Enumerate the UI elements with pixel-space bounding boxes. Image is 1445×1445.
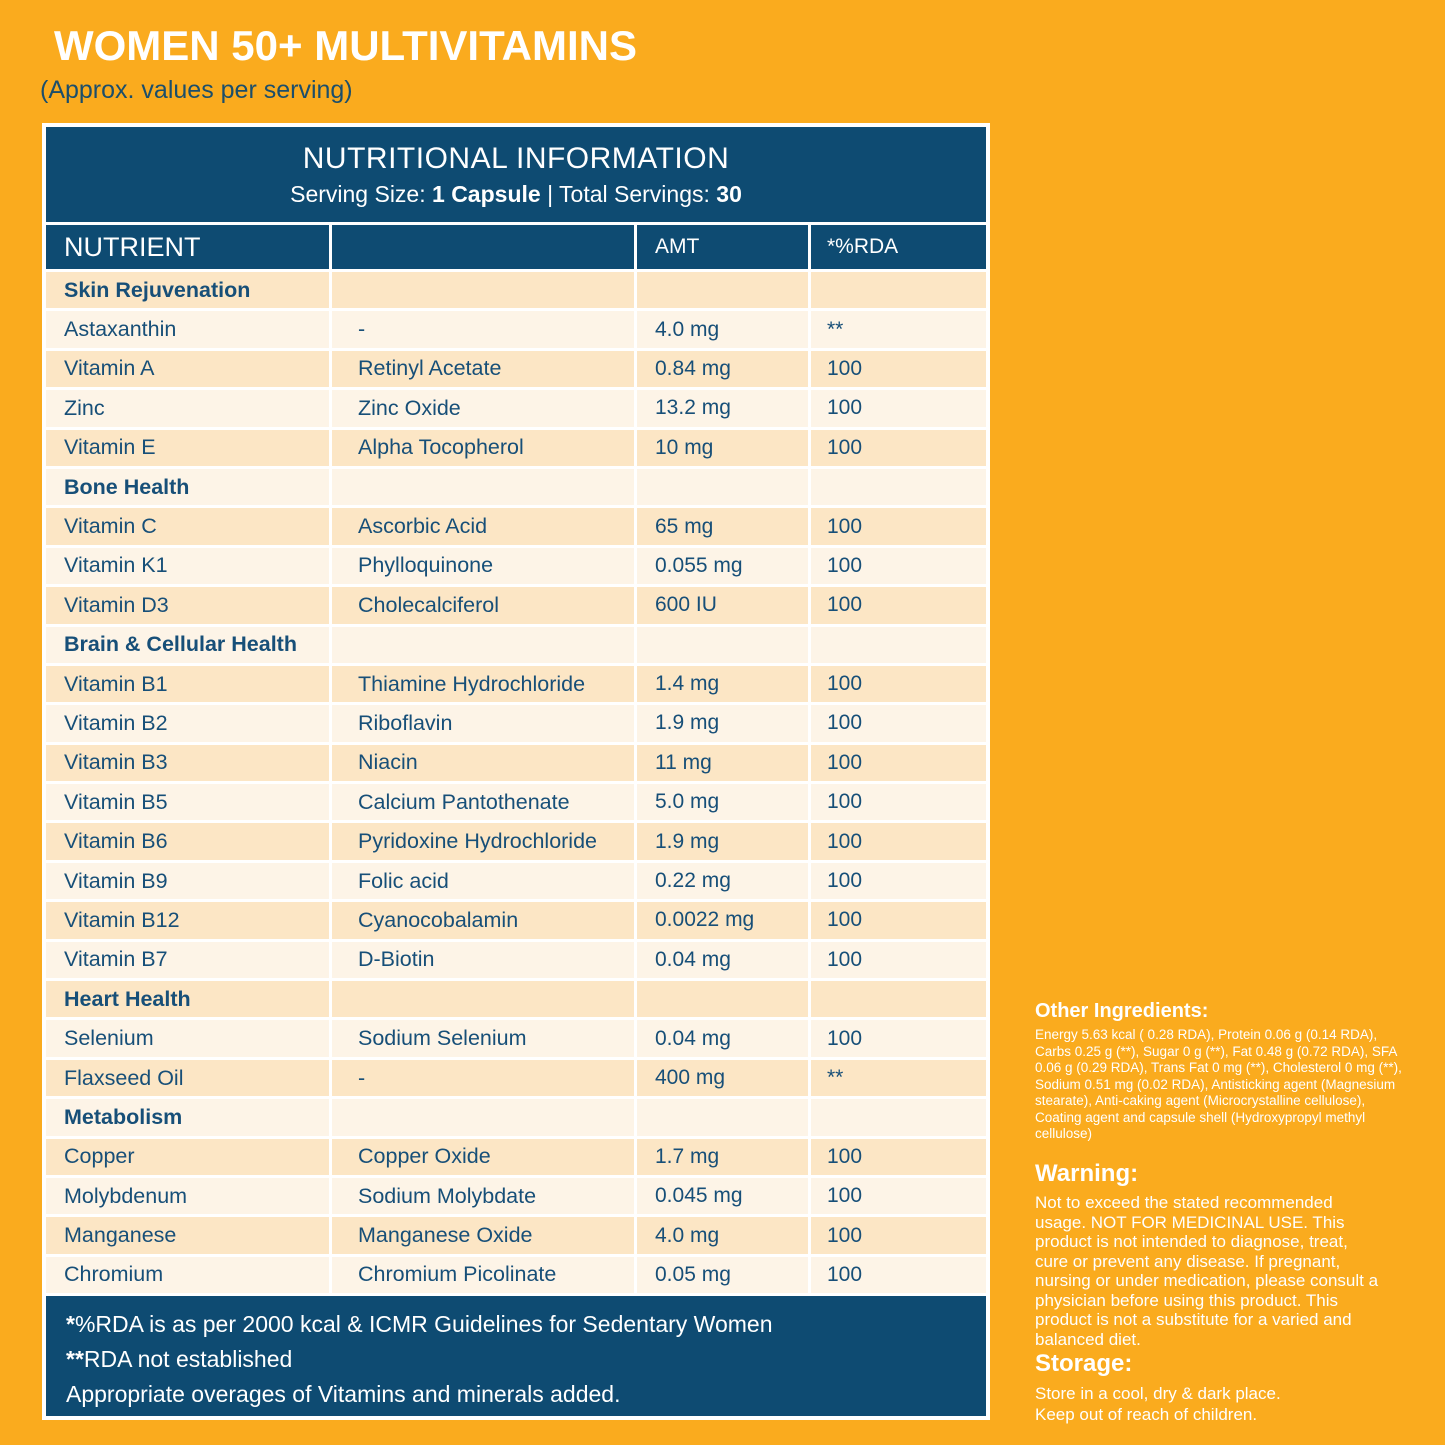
nutrient-name-cell: Vitamin D3 [46,587,329,623]
nutrient-form-cell [332,981,634,1017]
nutrient-form-cell: Sodium Molybdate [332,1178,634,1214]
nutrient-form-cell [332,1099,634,1135]
nutrient-name-cell: Vitamin E [46,430,329,466]
nutrient-name-cell: Chromium [46,1257,329,1293]
nutrient-amount-cell [637,981,808,1017]
nutrient-form-cell [332,469,634,505]
table-row [46,705,986,741]
nutrient-form-cell: Copper Oxide [332,1139,634,1175]
nutrient-name-cell: Vitamin B5 [46,784,329,820]
nutrient-amount-cell: 11 mg [637,745,808,781]
nutrient-name-cell: Skin Rejuvenation [46,272,329,308]
nutrient-amount-cell: 1.4 mg [637,666,808,702]
nutrient-amount-cell: 1.9 mg [637,705,808,741]
other-ingredients-section [1035,1000,1415,1143]
nutrient-form-cell: Riboflavin [332,705,634,741]
table-row [46,1099,986,1135]
nutrient-rda-cell: 100 [811,508,986,544]
nutrient-name-cell: Vitamin B2 [46,705,329,741]
table-row [46,745,986,781]
nutrient-amount-cell: 10 mg [637,430,808,466]
nutrient-rda-cell: 100 [811,548,986,584]
table-row [46,942,986,978]
nutrient-name-cell: Vitamin B3 [46,745,329,781]
nutrient-amount-cell [637,272,808,308]
table-row [46,311,986,347]
column-header-rda: *%RDA [811,225,986,269]
footnote-line [66,1377,970,1412]
nutrient-rda-cell: 100 [811,902,986,938]
table-row [46,469,986,505]
nutrient-name-cell: Vitamin B9 [46,863,329,899]
nutrient-name-cell: Zinc [46,390,329,426]
total-servings-value: 30 [716,180,742,207]
footnote-line [66,1307,970,1342]
footnote-line [66,1342,970,1377]
nutrient-rda-cell [811,981,986,1017]
storage-line: Store in a cool, dry & dark place. [1035,1384,1281,1403]
nutrient-name-cell: Bone Health [46,469,329,505]
nutrient-form-cell: Folic acid [332,863,634,899]
nutrient-amount-cell: 13.2 mg [637,390,808,426]
nutrient-form-cell: Calcium Pantothenate [332,784,634,820]
nutrient-form-cell: Manganese Oxide [332,1217,634,1253]
nutrient-rda-cell: 100 [811,351,986,387]
nutrient-rda-cell: 100 [811,430,986,466]
nutrient-rda-cell: 100 [811,1139,986,1175]
page-subtitle: (Approx. values per serving) [40,76,353,104]
nutrient-form-cell: Zinc Oxide [332,390,634,426]
column-header-form [332,225,634,269]
nutrient-amount-cell: 1.7 mg [637,1139,808,1175]
nutrient-name-cell: Brain & Cellular Health [46,627,329,663]
nutrient-form-cell [332,627,634,663]
table-row [46,1060,986,1096]
other-ingredients-text: Energy 5.63 kcal ( 0.28 RDA), Protein 0.06 g (0.14 RDA), Carbs 0.25 g (**), Sugar 0 g (**), Fat 0.48 g (0.72 RDA), SFA 0.06 g (0.29 RDA), Trans Fat 0 mg (**), Cholesterol 0 mg (**), Sodium 0.51 mg (0.02 RDA), Antisticking agent (Magnesium stearate), Anti-caking agent (Microcrystalline cellulose), Coating agent and capsule shell (Hydroxypropyl methyl cellulose) [1035,1027,1402,1141]
table-row [46,430,986,466]
nutrient-name-cell: Copper [46,1139,329,1175]
table-row [46,863,986,899]
nutrient-rda-cell: 100 [811,666,986,702]
nutrient-rda-cell: ** [811,1060,986,1096]
nutrient-amount-cell: 5.0 mg [637,784,808,820]
table-row [46,351,986,387]
nutrient-form-cell [332,272,634,308]
table-row [46,1178,986,1214]
nutrient-amount-cell [637,627,808,663]
nutrient-form-cell: Retinyl Acetate [332,351,634,387]
table-row [46,981,986,1017]
table-row [46,1139,986,1175]
nutrient-rda-cell [811,272,986,308]
nutrient-form-cell: D-Biotin [332,942,634,978]
table-row [46,1217,986,1253]
table-body [46,272,986,1293]
nutrient-form-cell: Ascorbic Acid [332,508,634,544]
nutrient-name-cell: Molybdenum [46,1178,329,1214]
nutrient-form-cell: - [332,311,634,347]
nutrient-rda-cell: 100 [811,390,986,426]
table-row [46,272,986,308]
nutrient-form-cell: Thiamine Hydrochloride [332,666,634,702]
nutrient-rda-cell: 100 [811,1217,986,1253]
serving-size-value: 1 Capsule [432,180,541,207]
nutrient-rda-cell [811,469,986,505]
table-row [46,902,986,938]
nutrient-form-cell: Chromium Picolinate [332,1257,634,1293]
storage-line: Keep out of reach of children. [1035,1405,1258,1424]
nutrient-form-cell: - [332,1060,634,1096]
nutrient-amount-cell [637,1099,808,1135]
table-row [46,627,986,663]
nutrient-amount-cell: 0.22 mg [637,863,808,899]
total-servings-label: Total Servings: [559,180,710,207]
serving-size-label: Serving Size: [290,180,426,207]
column-header-nutrient: NUTRIENT [46,225,329,269]
nutrient-name-cell: Vitamin B7 [46,942,329,978]
nutrient-amount-cell: 0.04 mg [637,1020,808,1056]
nutrient-form-cell: Pyridoxine Hydrochloride [332,823,634,859]
serving-size-line [290,181,742,208]
warning-heading: Warning: [1035,1160,1139,1187]
storage-text [1035,1383,1395,1425]
nutrient-name-cell: Vitamin A [46,351,329,387]
nutrient-rda-cell: 100 [811,863,986,899]
nutrient-form-cell: Niacin [332,745,634,781]
nutrient-amount-cell: 0.04 mg [637,942,808,978]
storage-heading: Storage: [1035,1350,1133,1377]
nutrient-name-cell: Astaxanthin [46,311,329,347]
footnote-prefix: * [66,1311,75,1338]
nutrient-name-cell: Manganese [46,1217,329,1253]
table-header [46,127,986,222]
footnote-text: %RDA is as per 2000 kcal & ICMR Guidelines for Sedentary Women [74,1311,773,1338]
nutrient-form-cell: Cholecalciferol [332,587,634,623]
nutrient-rda-cell: 100 [811,587,986,623]
nutrient-name-cell: Vitamin B1 [46,666,329,702]
nutrient-rda-cell [811,1099,986,1135]
nutrient-amount-cell: 0.05 mg [637,1257,808,1293]
nutrient-form-cell: Phylloquinone [332,548,634,584]
nutrient-amount-cell: 0.84 mg [637,351,808,387]
warning-text: Not to exceed the stated recommended usage. NOT FOR MEDICINAL USE. This product is not intended to diagnose, treat, cure or prevent any disease. If pregnant, nursing or under medication, please consult a physician before using this product. This product is not a substitute for a varied and balanced diet. [1035,1193,1379,1349]
nutrient-rda-cell: 100 [811,823,986,859]
nutrient-rda-cell: 100 [811,784,986,820]
nutrient-rda-cell: 100 [811,942,986,978]
footnote-text: RDA not established [83,1346,293,1373]
nutrient-name-cell: Vitamin K1 [46,548,329,584]
nutrient-name-cell: Vitamin C [46,508,329,544]
nutrient-rda-cell: ** [811,311,986,347]
table-footnotes [46,1296,986,1416]
nutrient-amount-cell: 400 mg [637,1060,808,1096]
table-row [46,1257,986,1293]
nutrient-amount-cell: 1.9 mg [637,823,808,859]
nutrient-name-cell: Metabolism [46,1099,329,1135]
serving-separator: | [547,180,554,207]
nutrient-name-cell: Selenium [46,1020,329,1056]
nutrient-rda-cell: 100 [811,1257,986,1293]
column-header-amount: AMT [637,225,808,269]
nutrient-amount-cell: 0.0022 mg [637,902,808,938]
footnote-text: Appropriate overages of Vitamins and minerals added. [66,1381,621,1408]
nutrition-table [42,123,990,1420]
table-row [46,548,986,584]
table-row [46,784,986,820]
nutrient-form-cell: Alpha Tocopherol [332,430,634,466]
nutrient-rda-cell: 100 [811,745,986,781]
nutrient-amount-cell: 0.055 mg [637,548,808,584]
warning-section [1035,1160,1383,1349]
nutrient-name-cell: Flaxseed Oil [46,1060,329,1096]
nutrient-rda-cell [811,627,986,663]
table-row [46,823,986,859]
nutrient-name-cell: Vitamin B12 [46,902,329,938]
table-row [46,587,986,623]
column-header-row [46,225,986,269]
nutrient-amount-cell: 600 IU [637,587,808,623]
nutrient-name-cell: Heart Health [46,981,329,1017]
nutrient-name-cell: Vitamin B6 [46,823,329,859]
nutrient-amount-cell: 4.0 mg [637,311,808,347]
nutrient-amount-cell [637,469,808,505]
footnote-prefix: ** [66,1346,84,1373]
nutrient-form-cell: Sodium Selenium [332,1020,634,1056]
table-row [46,390,986,426]
table-row [46,508,986,544]
nutrient-amount-cell: 4.0 mg [637,1217,808,1253]
other-ingredients-heading: Other Ingredients: [1035,1000,1209,1022]
nutrient-rda-cell: 100 [811,1178,986,1214]
nutrient-form-cell: Cyanocobalamin [332,902,634,938]
nutrient-amount-cell: 0.045 mg [637,1178,808,1214]
nutrient-rda-cell: 100 [811,1020,986,1056]
storage-section [1035,1350,1395,1425]
page-title: WOMEN 50+ MULTIVITAMINS [54,22,637,69]
nutrient-rda-cell: 100 [811,705,986,741]
table-row [46,666,986,702]
table-row [46,1020,986,1056]
table-header-title: NUTRITIONAL INFORMATION [302,141,730,175]
nutrient-amount-cell: 65 mg [637,508,808,544]
